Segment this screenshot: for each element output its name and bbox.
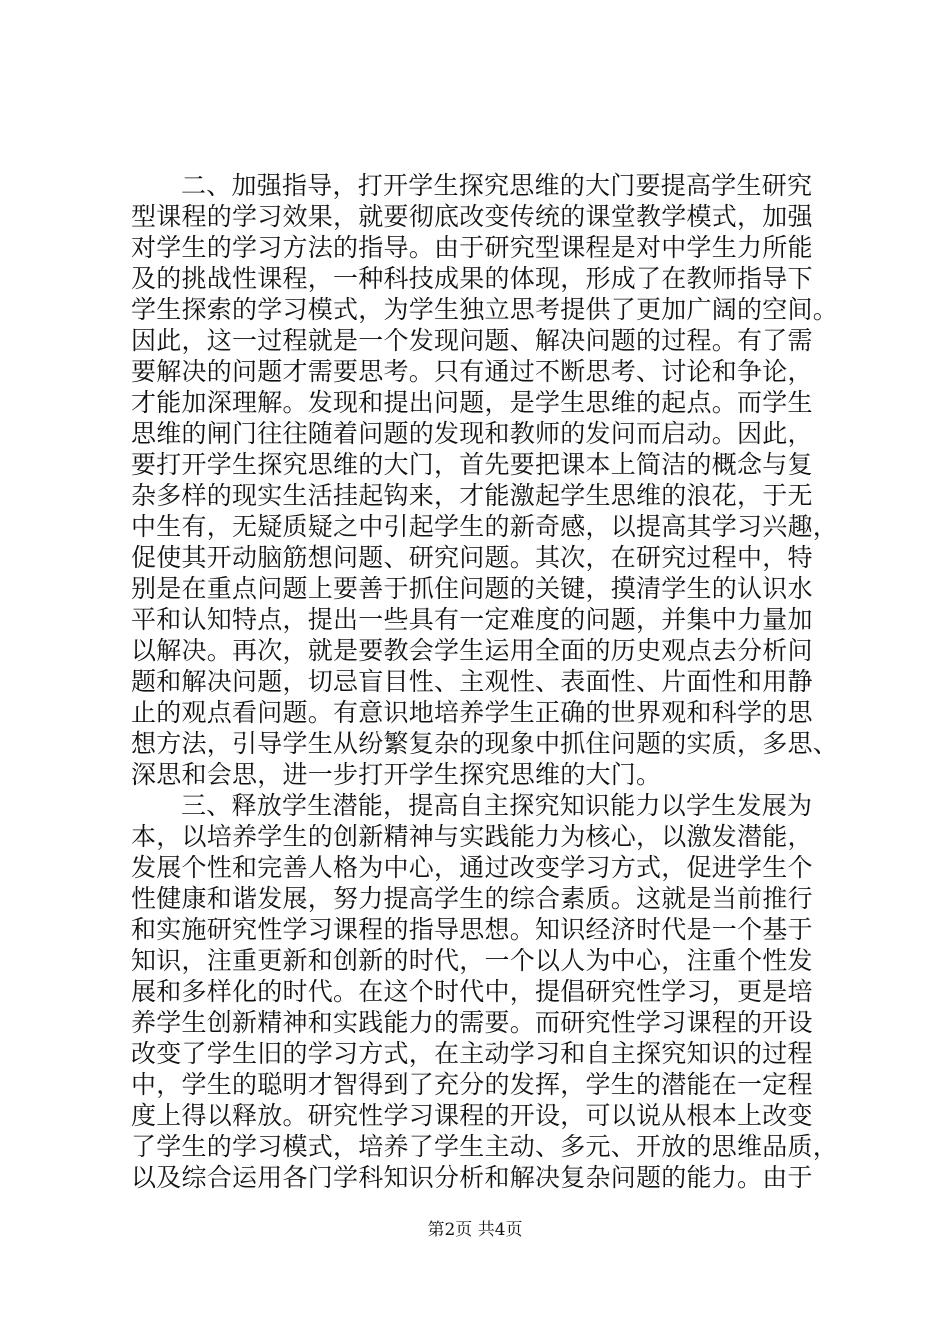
text-line: 要打开学生探究思维的大门，首先要把课本上简洁的概念与复 <box>131 450 813 479</box>
text-line: 深思和会思，进一步打开学生探究思维的大门。 <box>131 760 662 789</box>
text-line: 因此，这一过程就是一个发现问题、解决问题的过程。有了需 <box>131 326 813 355</box>
paragraph-guidance <box>131 170 839 790</box>
text-line: 以解决。再次，就是要教会学生运用全面的历史观点去分析问 <box>131 636 813 665</box>
page-number-footer: 第2页 共4页 <box>427 1220 523 1240</box>
text-line: 中，学生的聪明才智得到了充分的发挥，学生的潜能在一定程 <box>131 1070 813 1099</box>
text-line: 学生探索的学习模式，为学生独立思考提供了更加广阔的空间。 <box>131 295 839 324</box>
text-line: 和实施研究性学习课程的指导思想。知识经济时代是一个基于 <box>131 915 813 944</box>
text-line: 平和认知特点，提出一些具有一定难度的问题，并集中力量加 <box>131 605 813 634</box>
text-line: 止的观点看问题。有意识地培养学生正确的世界观和科学的思 <box>131 698 813 727</box>
text-line: 别是在重点问题上要善于抓住问题的关键，摸清学生的认识水 <box>131 574 813 603</box>
text-line: 想方法，引导学生从纷繁复杂的现象中抓住问题的实质，多思、 <box>131 729 839 758</box>
text-line: 度上得以释放。研究性学习课程的开设，可以说从根本上改变 <box>131 1101 813 1130</box>
text-line: 二、加强指导，打开学生探究思维的大门要提高学生研究 <box>181 171 813 200</box>
text-line: 对学生的学习方法的指导。由于研究型课程是对中学生力所能 <box>131 233 813 262</box>
body-text <box>131 170 839 1193</box>
text-line: 中生有，无疑质疑之中引起学生的新奇感，以提高其学习兴趣， <box>131 512 839 541</box>
text-line: 改变了学生旧的学习方式，在主动学习和自主探究知识的过程 <box>131 1039 813 1068</box>
text-line: 要解决的问题才需要思考。只有通过不断思考、讨论和争论， <box>131 357 813 386</box>
text-line: 思维的闸门往往随着问题的发现和教师的发问而启动。因此， <box>131 419 813 448</box>
text-line: 本，以培养学生的创新精神与实践能力为核心，以激发潜能， <box>131 822 813 851</box>
text-line: 性健康和谐发展，努力提高学生的综合素质。这就是当前推行 <box>131 884 813 913</box>
text-line: 才能加深理解。发现和提出问题，是学生思维的起点。而学生 <box>131 388 813 417</box>
text-line: 及的挑战性课程，一种科技成果的体现，形成了在教师指导下 <box>131 264 813 293</box>
text-line: 题和解决问题，切忌盲目性、主观性、表面性、片面性和用静 <box>131 667 813 696</box>
text-line: 以及综合运用各门学科知识分析和解决复杂问题的能力。由于 <box>131 1163 813 1192</box>
text-line: 展和多样化的时代。在这个时代中，提倡研究性学习，更是培 <box>131 977 813 1006</box>
text-line: 促使其开动脑筋想问题、研究问题。其次，在研究过程中，特 <box>131 543 813 572</box>
text-line: 杂多样的现实生活挂起钩来，才能激起学生思维的浪花，于无 <box>131 481 813 510</box>
text-line: 三、释放学生潜能，提高自主探究知识能力以学生发展为 <box>181 791 813 820</box>
text-line: 了学生的学习模式，培养了学生主动、多元、开放的思维品质， <box>131 1132 839 1161</box>
paragraph-potential <box>131 790 839 1193</box>
text-line: 知识，注重更新和创新的时代，一个以人为中心，注重个性发 <box>131 946 813 975</box>
text-line: 发展个性和完善人格为中心，通过改变学习方式，促进学生个 <box>131 853 813 882</box>
text-line: 养学生创新精神和实践能力的需要。而研究性学习课程的开设 <box>131 1008 813 1037</box>
text-line: 型课程的学习效果，就要彻底改变传统的课堂教学模式，加强 <box>131 202 813 231</box>
